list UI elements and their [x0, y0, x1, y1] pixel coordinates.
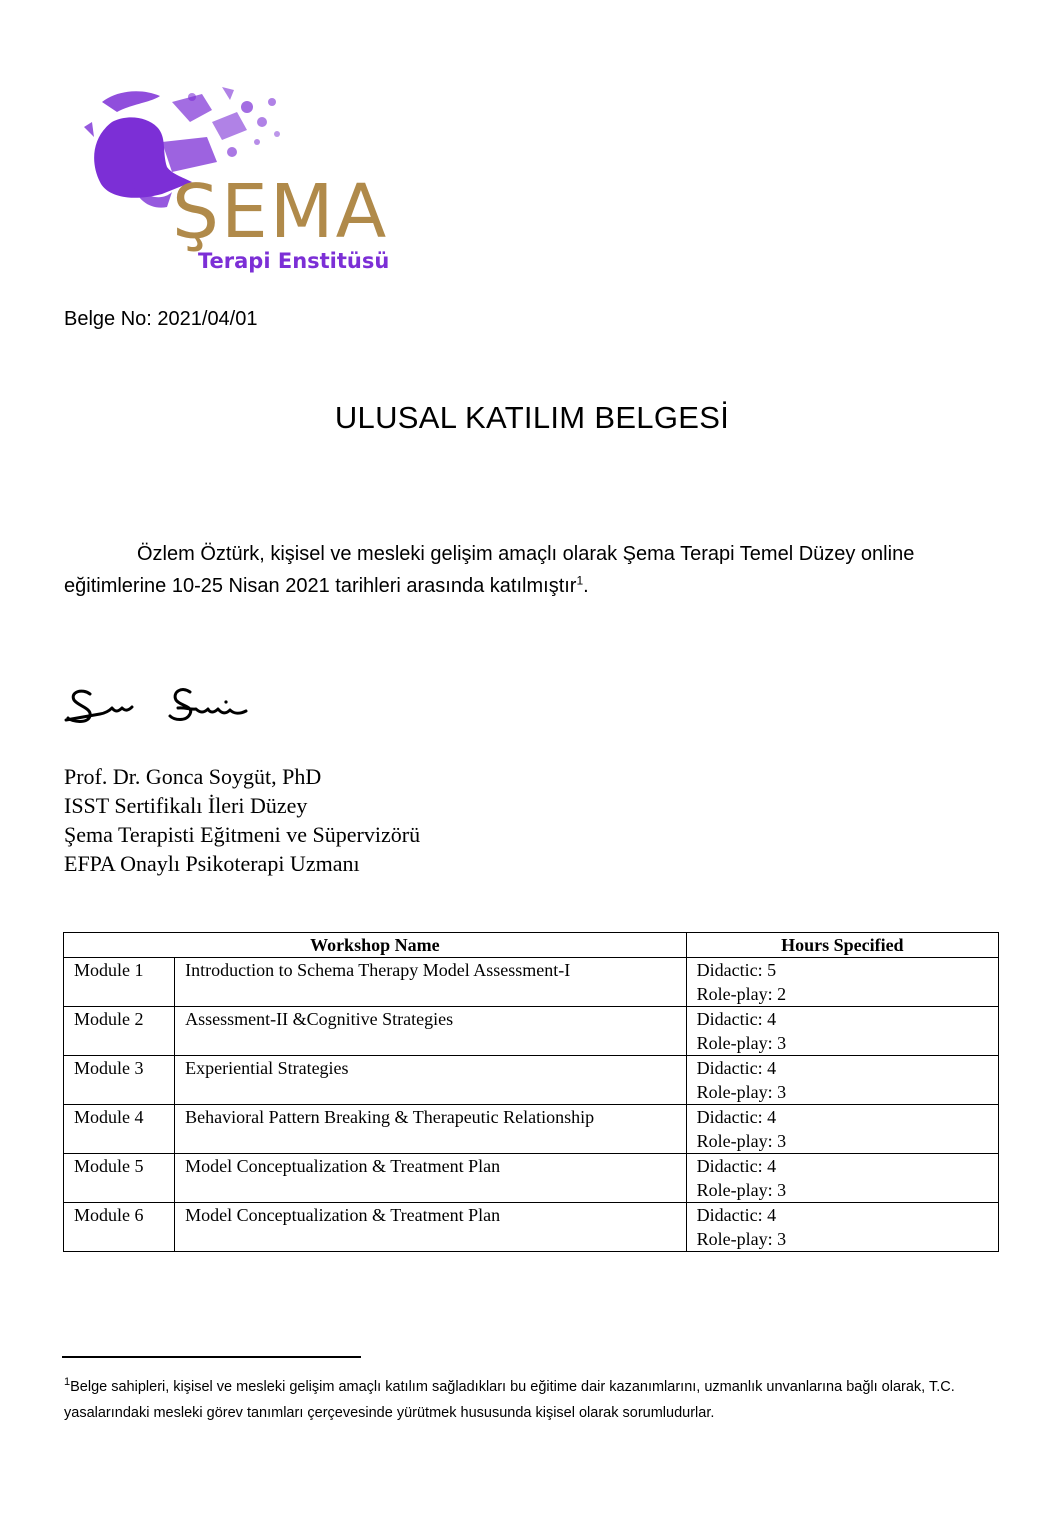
table-row: [64, 1203, 999, 1252]
roleplay-hours: Role-play: 3: [696, 1229, 787, 1249]
logo-subtitle: Terapi Enstitüsü: [198, 249, 390, 273]
table-row: [64, 1007, 999, 1056]
signer-certification: ISST Sertifikalı İleri Düzey: [64, 793, 308, 818]
institute-logo: [72, 82, 412, 282]
table-header-row: [64, 933, 999, 958]
hours-cell: [686, 1154, 998, 1203]
didactic-hours: Didactic: 5: [696, 960, 777, 980]
signer-name: Prof. Dr. Gonca Soygüt, PhD: [64, 764, 322, 789]
table-row: [64, 1154, 999, 1203]
signer-block: [64, 762, 420, 878]
roleplay-hours: Role-play: 3: [696, 1033, 787, 1053]
workshop-name-cell: Model Conceptualization & Treatment Plan: [175, 1154, 687, 1203]
workshop-name-cell: Introduction to Schema Therapy Model Assessment-I: [175, 958, 687, 1007]
footnote: [64, 1374, 994, 1426]
workshop-name-cell: Behavioral Pattern Breaking & Therapeutic Relationship: [175, 1105, 687, 1154]
signer-role: Şema Terapisti Eğitmeni ve Süpervizörü: [64, 822, 421, 847]
certificate-body: [64, 538, 1004, 602]
module-cell: Module 5: [64, 1154, 175, 1203]
hours-cell: [686, 958, 998, 1007]
signer-approval: EFPA Onaylı Psikoterapi Uzmanı: [64, 851, 360, 876]
footnote-reference: 1: [576, 573, 584, 588]
certificate-body-end: .: [583, 575, 589, 597]
hours-cell: [686, 1105, 998, 1154]
module-cell: Module 1: [64, 958, 175, 1007]
roleplay-hours: Role-play: 3: [696, 1082, 787, 1102]
module-cell: Module 4: [64, 1105, 175, 1154]
roleplay-hours: Role-play: 2: [696, 984, 787, 1004]
footnote-divider: [62, 1356, 361, 1358]
table-row: [64, 1105, 999, 1154]
table-row: [64, 1056, 999, 1105]
roleplay-hours: Role-play: 3: [696, 1131, 787, 1151]
didactic-hours: Didactic: 4: [696, 1205, 777, 1225]
module-cell: Module 3: [64, 1056, 175, 1105]
certificate-body-text: Özlem Öztürk, kişisel ve mesleki gelişim amaçlı olarak Şema Terapi Temel Düzey online eğitimlerine 10-25 Nisan 2021 tarihleri arasında katılmıştır: [64, 543, 915, 597]
module-cell: Module 6: [64, 1203, 175, 1252]
workshop-name-header: Workshop Name: [64, 933, 687, 958]
document-number: Belge No: 2021/04/01: [64, 308, 258, 330]
footnote-mark: 1: [64, 1376, 71, 1389]
hours-cell: [686, 1203, 998, 1252]
didactic-hours: Didactic: 4: [696, 1107, 777, 1127]
footnote-text: Belge sahipleri, kişisel ve mesleki gelişim amaçlı katılım sağladıkları bu eğitime dair kazanımlarını, uzmanlık unvanlarına bağlı olarak, T.C. yasalarındaki mesleki görev tanımları çerçevesinde yürütmek hususunda kişisel olarak sorumludurlar.: [64, 1379, 955, 1421]
hours-header: Hours Specified: [686, 933, 998, 958]
didactic-hours: Didactic: 4: [696, 1058, 777, 1078]
document-title: ULUSAL KATILIM BELGESİ: [334, 400, 730, 435]
handwritten-signature: [60, 680, 270, 730]
didactic-hours: Didactic: 4: [696, 1009, 777, 1029]
didactic-hours: Didactic: 4: [696, 1156, 777, 1176]
workshop-name-cell: Experiential Strategies: [175, 1056, 687, 1105]
workshop-table: [63, 932, 999, 1252]
workshop-name-cell: Assessment-II &Cognitive Strategies: [175, 1007, 687, 1056]
module-cell: Module 2: [64, 1007, 175, 1056]
hours-cell: [686, 1007, 998, 1056]
logo-title: ŞEMA: [172, 169, 389, 255]
hours-cell: [686, 1056, 998, 1105]
roleplay-hours: Role-play: 3: [696, 1180, 787, 1200]
workshop-name-cell: Model Conceptualization & Treatment Plan: [175, 1203, 687, 1252]
table-row: [64, 958, 999, 1007]
